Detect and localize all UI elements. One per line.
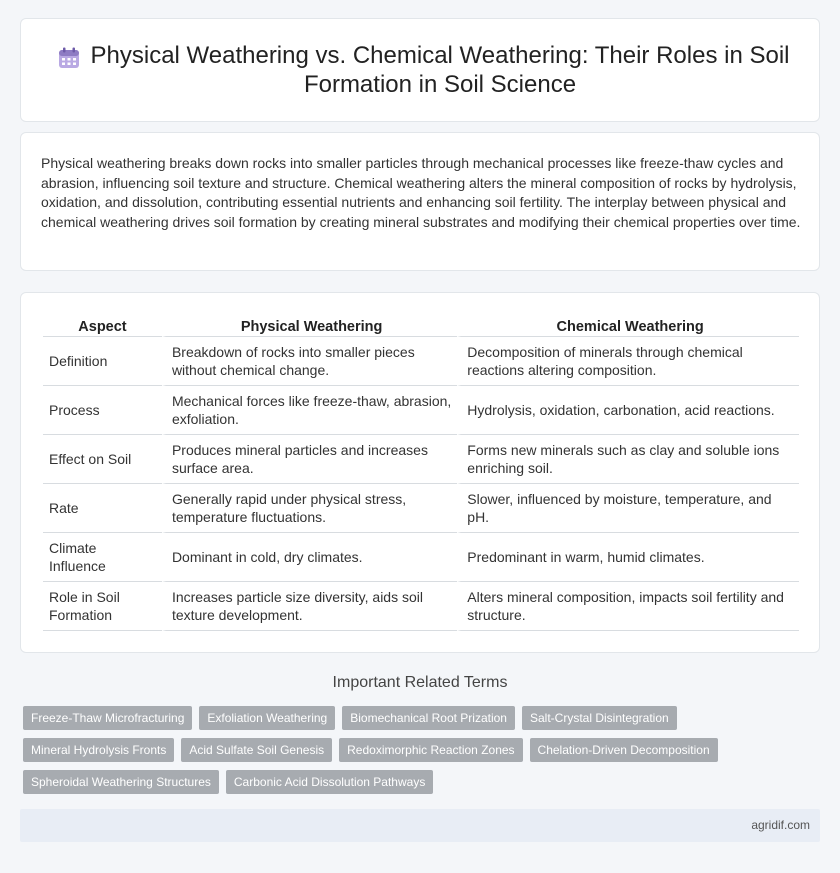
row-chemical: Alters mineral composition, impacts soil fertility and structure. <box>457 582 799 631</box>
related-terms-tags <box>23 706 723 802</box>
header-aspect: Aspect <box>43 315 162 337</box>
tag-row <box>23 770 723 794</box>
tag-link[interactable]: Biomechanical Root Prization <box>342 706 515 730</box>
tag-link[interactable]: Spheroidal Weathering Structures <box>23 770 219 794</box>
tag-link[interactable]: Carbonic Acid Dissolution Pathways <box>226 770 433 794</box>
row-aspect: Climate Influence <box>43 533 162 582</box>
header-card <box>20 18 820 122</box>
tag-link[interactable]: Chelation-Driven Decomposition <box>530 738 718 762</box>
tag-link[interactable]: Exfoliation Weathering <box>199 706 335 730</box>
row-chemical: Decomposition of minerals through chemical reactions altering composition. <box>457 337 799 386</box>
row-aspect: Process <box>43 386 162 435</box>
header-chemical: Chemical Weathering <box>457 315 799 337</box>
page-title: Physical Weathering vs. Chemical Weathering: Their Roles in Soil Formation in Soil Science <box>90 42 790 98</box>
tag-row <box>23 738 723 762</box>
summary-text: Physical weathering breaks down rocks into smaller particles through mechanical processes like freeze-thaw cycles and abrasion, influencing soil texture and structure. Chemical weathering alters the mineral composition of rocks by hydrolysis, oxidation, and dissolution, contributing essential nutrients and enhancing soil fertility. The interplay between physical and chemical weathering drives soil formation by creating mineral substrates and modifying their chemical properties over time. <box>41 155 801 230</box>
table-row <box>43 484 799 533</box>
table-header-row <box>43 315 799 337</box>
row-chemical: Slower, influenced by moisture, temperature, and pH. <box>457 484 799 533</box>
table-row <box>43 533 799 582</box>
header-physical: Physical Weathering <box>162 315 457 337</box>
tag-link[interactable]: Salt-Crystal Disintegration <box>522 706 677 730</box>
row-aspect: Rate <box>43 484 162 533</box>
row-physical: Increases particle size diversity, aids soil texture development. <box>162 582 457 631</box>
row-aspect: Effect on Soil <box>43 435 162 484</box>
comparison-card <box>20 292 820 653</box>
row-physical: Dominant in cold, dry climates. <box>162 533 457 582</box>
tag-link[interactable]: Freeze-Thaw Microfracturing <box>23 706 192 730</box>
footer <box>20 809 820 842</box>
table-row <box>43 337 799 386</box>
row-physical: Generally rapid under physical stress, temperature fluctuations. <box>162 484 457 533</box>
tag-link[interactable]: Acid Sulfate Soil Genesis <box>181 738 332 762</box>
footer-site-link[interactable]: agridif.com <box>751 818 810 832</box>
summary-card <box>20 132 820 271</box>
row-chemical: Hydrolysis, oxidation, carbonation, acid reactions. <box>457 386 799 435</box>
tag-link[interactable]: Redoximorphic Reaction Zones <box>339 738 522 762</box>
related-terms-title: Important Related Terms <box>332 674 508 691</box>
row-physical: Produces mineral particles and increases surface area. <box>162 435 457 484</box>
tag-link[interactable]: Mineral Hydrolysis Fronts <box>23 738 174 762</box>
table-row <box>43 582 799 631</box>
tag-row <box>23 706 723 730</box>
row-aspect: Definition <box>43 337 162 386</box>
table-row <box>43 435 799 484</box>
row-chemical: Forms new minerals such as clay and soluble ions enriching soil. <box>457 435 799 484</box>
row-physical: Mechanical forces like freeze-thaw, abrasion, exfoliation. <box>162 386 457 435</box>
row-physical: Breakdown of rocks into smaller pieces without chemical change. <box>162 337 457 386</box>
row-chemical: Predominant in warm, humid climates. <box>457 533 799 582</box>
comparison-table <box>43 315 799 631</box>
row-aspect: Role in Soil Formation <box>43 582 162 631</box>
table-row <box>43 386 799 435</box>
